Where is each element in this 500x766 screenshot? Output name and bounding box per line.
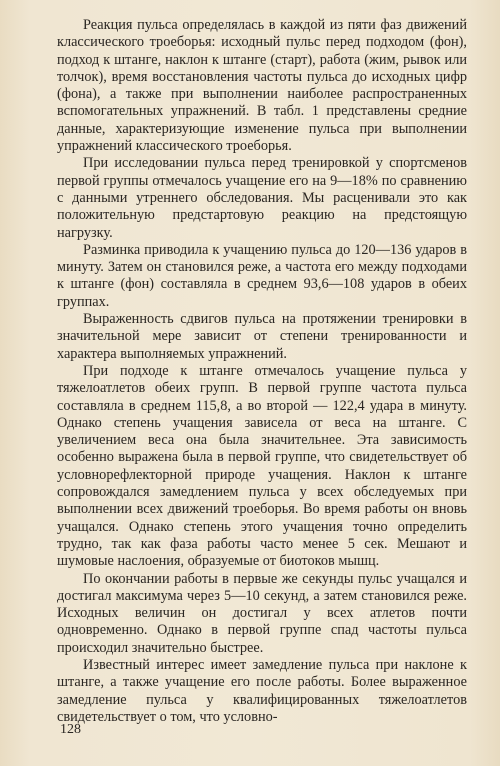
paragraph: Выраженность сдвигов пульса на протяжении тренировки в значительной мере зависит от степени тренированности и характера выполняемых упражнений. [57,311,467,362]
body-text [57,17,467,726]
paragraph: При подходе к штанге отмечалось учащение пульса у тяжелоатлетов обеих групп. В первой группе частота пульса составляла в среднем 115,8, а во второй — 122,4 удара в минуту. Однако степень учащения зависела от веса на штанге. С увеличением веса она была значительнее. Эта зависимость особенно выражена была в первой группе, что свидетельствует об условнорефлекторной природе учащения. Наклон к штанге сопровождался замедлением пульса у всех обследуемых при выполнении всех движений троеборья. Во время работы он вновь учащался. Однако степень этого учащения точно определить трудно, так как фаза работы часто менее 5 сек. Мешают и шумовые наслоения, образуемые от биотоков мышц. [57,362,467,570]
paragraph: По окончании работы в первые же секунды пульс учащался и достигал максимума через 5—10 секунд, а затем становился реже. Исходных величин он достигал у всех атлетов почти одновременно. Однако в первой группе спад частоты пульса происходил значительно быстрее. [57,570,467,656]
paragraph: Разминка приводила к учащению пульса до 120—136 ударов в минуту. Затем он становился реже, а частота его между подходами к штанге (фон) составляла в среднем 93,6—108 ударов в обеих группах. [57,241,467,310]
paragraph: Известный интерес имеет замедление пульса при наклоне к штанге, а также учащение его после работы. Более выраженное замедление пульса у квалифицированных тяжелоатлетов свидетельствует о том, что условно- [57,656,467,725]
paragraph: Реакция пульса определялась в каждой из пяти фаз движений классического троеборья: исходный пульс перед подходом (фон), подход к штанге, наклон к штанге (старт), работа (жим, рывок или толчок), время восстановления частоты пульса до исходных цифр (фона), а также при выполнении наиболее распространенных вспомогательных упражнений. В табл. 1 представлены средние данные, характеризующие изменение пульса при выполнении упражнений классического троеборья. [57,17,467,155]
page-number: 128 [60,722,81,737]
paragraph: При исследовании пульса перед тренировкой у спортсменов первой группы отмечалось учащение его на 9—18% по сравнению с данными утреннего обследования. Мы расценивали это как положительную предстартовую реакцию на предстоящую нагрузку. [57,155,467,241]
